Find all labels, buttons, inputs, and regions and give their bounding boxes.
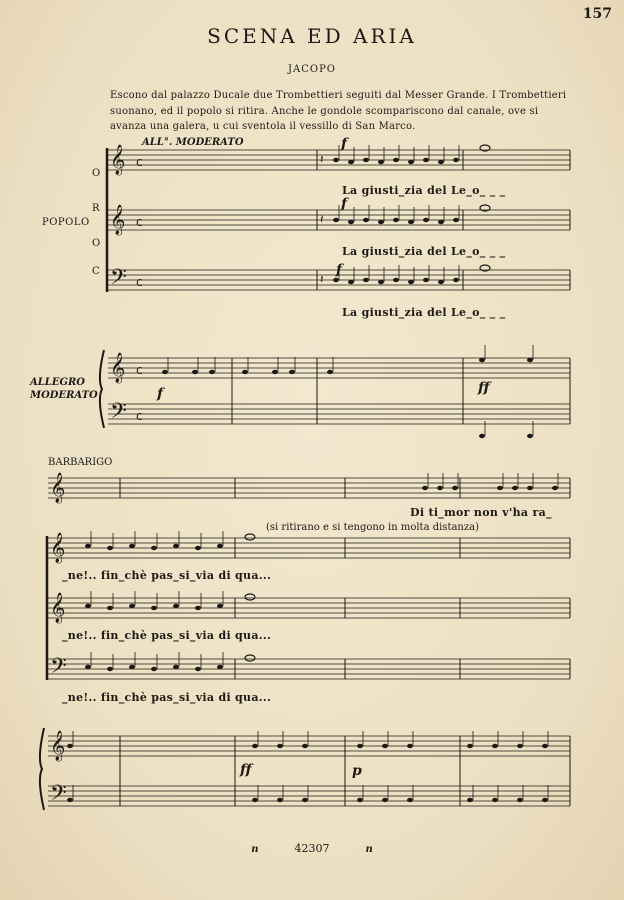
rest-1: 𝄽 bbox=[320, 152, 324, 166]
choir2-note-2-0 bbox=[85, 604, 91, 608]
choir2-note-3-5 bbox=[195, 667, 201, 671]
barbarigo-lyrics: Di ti_mor non v'ha ra_ bbox=[410, 506, 552, 519]
piano-bass-note-2-4 bbox=[357, 798, 363, 802]
barbarigo-note-2 bbox=[452, 486, 458, 490]
piano-note-2-7 bbox=[467, 744, 473, 748]
page-title: SCENA ED ARIA bbox=[207, 24, 417, 48]
note-1-1 bbox=[348, 160, 354, 164]
note-2-5 bbox=[408, 220, 414, 224]
note-1-8 bbox=[453, 158, 459, 162]
time-sig-3: c bbox=[136, 275, 143, 289]
barbarigo-note-5 bbox=[527, 486, 533, 490]
choir2-note-3-1 bbox=[107, 667, 113, 671]
voice-label-barbarigo: BARBARIGO bbox=[48, 457, 113, 468]
note-2-2 bbox=[363, 218, 369, 222]
note-1-4 bbox=[393, 158, 399, 162]
piano-note-2-10 bbox=[542, 744, 548, 748]
choir2-clef-1: 𝄞 bbox=[50, 533, 66, 563]
choir2-note-3-4 bbox=[173, 665, 179, 669]
piano-time-sig-t1: c bbox=[136, 363, 143, 377]
note-3-0 bbox=[333, 278, 339, 282]
piano-bass-clef-2: 𝄢 bbox=[50, 781, 67, 811]
piano-bass-note-2-3 bbox=[302, 798, 308, 802]
choir2-note-3-3 bbox=[151, 667, 157, 671]
piano-note-1-4 bbox=[272, 370, 278, 374]
piano-treble-clef-2: 𝄞 bbox=[50, 731, 66, 761]
note-2-1 bbox=[348, 220, 354, 224]
piano-bass-note-2-0 bbox=[67, 798, 73, 802]
plate-number-text: 42307 bbox=[294, 842, 330, 855]
rest-2: 𝄽 bbox=[320, 212, 324, 226]
dynamic-ff-1: ff bbox=[478, 380, 490, 396]
choir2-note-2-4 bbox=[173, 604, 179, 608]
choir2-note-1-2 bbox=[129, 544, 135, 548]
piano-note-2-6 bbox=[407, 744, 413, 748]
barbarigo-note-4 bbox=[512, 486, 518, 490]
barbarigo-note-0 bbox=[422, 486, 428, 490]
chorus-letter-4: C bbox=[92, 266, 101, 277]
piano-tempo-2: MODERATO bbox=[30, 390, 98, 401]
piano-bass-note-2-5 bbox=[382, 798, 388, 802]
choir2-whole-3 bbox=[245, 655, 255, 661]
note-3-5 bbox=[408, 280, 414, 284]
piano-brace-1 bbox=[100, 350, 104, 428]
rest-3: 𝄽 bbox=[320, 272, 324, 286]
dynamic-f-1: f bbox=[341, 136, 348, 152]
piano-note-1-2 bbox=[209, 370, 215, 374]
barbarigo-note-6 bbox=[552, 486, 558, 490]
piano-note-2-1 bbox=[252, 744, 258, 748]
note-3-7 bbox=[438, 280, 444, 284]
clef-2: 𝄞 bbox=[110, 205, 126, 235]
choir2-note-1-6 bbox=[217, 544, 223, 548]
piano-treble-clef-1: 𝄞 bbox=[110, 353, 126, 383]
choir2-note-1-1 bbox=[107, 546, 113, 550]
page-subtitle: JACOPO bbox=[287, 64, 336, 75]
chorus-letter-1: O bbox=[92, 168, 101, 179]
time-sig-2: c bbox=[136, 215, 143, 229]
dynamic-p: p bbox=[352, 763, 362, 779]
clef-1: 𝄞 bbox=[110, 145, 126, 175]
choir2-clef-3: 𝄢 bbox=[50, 654, 67, 684]
choir2-note-1-4 bbox=[173, 544, 179, 548]
choir2-note-3-6 bbox=[217, 665, 223, 669]
note-2-0 bbox=[333, 218, 339, 222]
note-1-3 bbox=[378, 160, 384, 164]
piano-note-1-3 bbox=[242, 370, 248, 374]
piano-note-2-4 bbox=[357, 744, 363, 748]
piano-bass-note-2-2 bbox=[277, 798, 283, 802]
note-2-6 bbox=[423, 218, 429, 222]
piano-note-1-0 bbox=[162, 370, 168, 374]
piano-bass-1-0 bbox=[479, 434, 485, 438]
plate-mark-right: n bbox=[365, 844, 373, 855]
piano-bass-note-2-10 bbox=[542, 798, 548, 802]
note-2-4 bbox=[393, 218, 399, 222]
dynamic-f-2: f bbox=[341, 196, 348, 212]
chorus-letter-2: R bbox=[92, 203, 101, 214]
barbarigo-note-1 bbox=[437, 486, 443, 490]
piano-bass-clef-1: 𝄢 bbox=[110, 399, 127, 429]
piano-tempo-1: ALLEGRO bbox=[30, 377, 86, 388]
plate-mark-left: n bbox=[251, 844, 259, 855]
piano-bass-note-2-8 bbox=[492, 798, 498, 802]
lyric-line-3: La giusti_zia del Le_o_ _ _ bbox=[342, 306, 506, 319]
piano-note-2-8 bbox=[492, 744, 498, 748]
note-1-0 bbox=[333, 158, 339, 162]
piano-time-sig-b1: c bbox=[136, 409, 143, 423]
note-2-7 bbox=[438, 220, 444, 224]
piano-note-2-3 bbox=[302, 744, 308, 748]
piano-note-2-9 bbox=[517, 744, 523, 748]
piano-chord-1-1 bbox=[527, 358, 533, 362]
piano-bass-note-2-9 bbox=[517, 798, 523, 802]
piano-note-1-6 bbox=[327, 370, 333, 374]
choir2-whole-1 bbox=[245, 534, 255, 540]
choir2-note-2-6 bbox=[217, 604, 223, 608]
choir2-note-1-5 bbox=[195, 546, 201, 550]
choir2-note-1-3 bbox=[151, 546, 157, 550]
clef-3: 𝄢 bbox=[110, 265, 127, 295]
time-sig-1: c bbox=[136, 155, 143, 169]
dynamic-f-piano: f bbox=[157, 386, 164, 402]
lyric-line-1: La giusti_zia del Le_o_ _ _ bbox=[342, 184, 506, 197]
piano-brace-2 bbox=[40, 728, 44, 810]
barbarigo-clef: 𝄞 bbox=[50, 473, 66, 503]
note-3-8 bbox=[453, 278, 459, 282]
dynamic-f-3: f bbox=[336, 262, 343, 278]
note-1-5 bbox=[408, 160, 414, 164]
piano-note-1-1 bbox=[192, 370, 198, 374]
piano-bass-note-2-7 bbox=[467, 798, 473, 802]
piano-note-1-5 bbox=[289, 370, 295, 374]
choir2-note-3-0 bbox=[85, 665, 91, 669]
piano-chord-1-0 bbox=[479, 358, 485, 362]
stage-direction: Escono dal palazzo Ducale due Trombettieri seguiti dal Messer Grande. I Trombettieri suonano, ed il popolo si ritira. Anche le gondole scompariscono dal canale, ove si avanza una galera, u cui sventola il vessillo di San Marco. bbox=[110, 90, 567, 132]
note-3-1 bbox=[348, 280, 354, 284]
barbarigo-note-3 bbox=[497, 486, 503, 490]
choir2-note-2-5 bbox=[195, 606, 201, 610]
chorus-lyrics-1: _ne!.. fin_chè pas_si_via di qua... bbox=[62, 569, 272, 582]
piano-note-2-2 bbox=[277, 744, 283, 748]
note-3-6 bbox=[423, 278, 429, 282]
note-3-4 bbox=[393, 278, 399, 282]
tempo-choir: ALL°. MODERATO bbox=[142, 137, 244, 148]
note-2-3 bbox=[378, 220, 384, 224]
dynamic-ff-2: ff bbox=[240, 762, 252, 778]
note-3-3 bbox=[378, 280, 384, 284]
choir2-whole-2 bbox=[245, 594, 255, 600]
plate-number bbox=[0, 842, 624, 855]
note-1-6 bbox=[423, 158, 429, 162]
choir2-note-2-1 bbox=[107, 606, 113, 610]
chorus-letter-3: O bbox=[92, 238, 101, 249]
choir2-note-3-2 bbox=[129, 665, 135, 669]
note-3-2 bbox=[363, 278, 369, 282]
chorus-lyrics-3: _ne!.. fin_chè pas_si_via di qua... bbox=[62, 691, 272, 704]
page-number: 157 bbox=[582, 6, 612, 22]
chorus-label: POPOLO bbox=[42, 217, 90, 228]
choir2-note-2-3 bbox=[151, 606, 157, 610]
piano-note-2-5 bbox=[382, 744, 388, 748]
lyric-line-2: La giusti_zia del Le_o_ _ _ bbox=[342, 245, 506, 258]
choir2-note-2-2 bbox=[129, 604, 135, 608]
note-1-2 bbox=[363, 158, 369, 162]
piano-bass-note-2-6 bbox=[407, 798, 413, 802]
chorus-lyrics-2: _ne!.. fin_chè pas_si_via di qua... bbox=[62, 629, 272, 642]
piano-note-2-0 bbox=[67, 744, 73, 748]
piano-bass-note-2-1 bbox=[252, 798, 258, 802]
note-1-7 bbox=[438, 160, 444, 164]
note-2-8 bbox=[453, 218, 459, 222]
chorus-note: (si ritirano e si tengono in molta distanza) bbox=[266, 522, 479, 533]
piano-bass-1-1 bbox=[527, 434, 533, 438]
choir2-note-1-0 bbox=[85, 544, 91, 548]
choir2-clef-2: 𝄞 bbox=[50, 593, 66, 623]
